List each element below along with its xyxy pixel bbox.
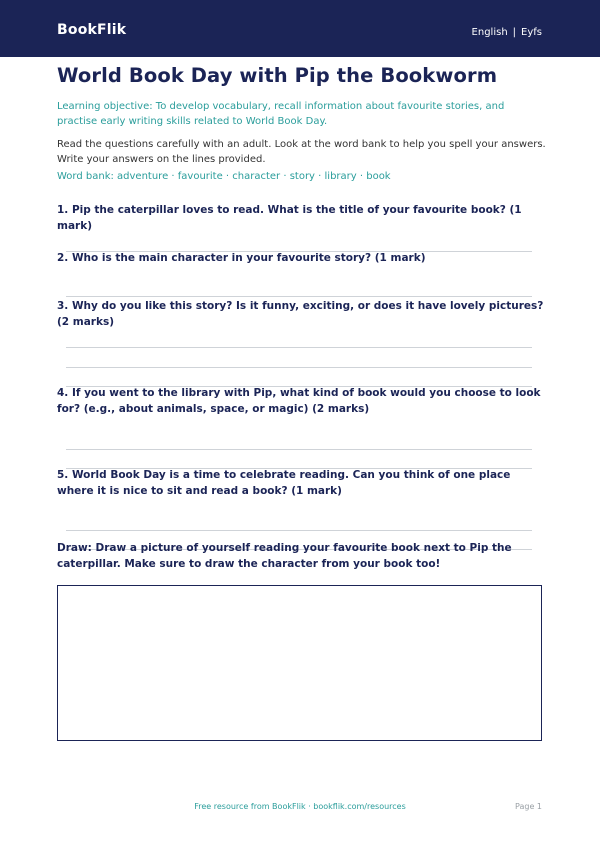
word-bank: Word bank: adventure · favourite · character · story · library · book bbox=[57, 171, 391, 182]
brand-logo[interactable]: BookFlik bbox=[57, 22, 127, 38]
answer-line-3a[interactable] bbox=[66, 347, 532, 348]
page-title: World Book Day with Pip the Bookworm bbox=[57, 64, 498, 87]
answer-line-4a[interactable] bbox=[66, 449, 532, 450]
drawing-box[interactable] bbox=[57, 585, 542, 741]
level-link[interactable]: Eyfs bbox=[521, 27, 542, 38]
question-4: 4. If you went to the library with Pip, what kind of book would you choose to look for? (e.g., about animals, space, or magic) (2 marks) bbox=[57, 387, 541, 415]
question-3: 3. Why do you like this story? Is it funny, exciting, or does it have lovely pictures? (2 marks) bbox=[57, 300, 544, 328]
instructions: Read the questions carefully with an adult. Look at the word bank to help you spell your answers. Write your answers on the lines provided. bbox=[57, 139, 546, 165]
answer-line-2[interactable] bbox=[66, 296, 532, 297]
header-separator: | bbox=[512, 27, 517, 38]
footer-credit[interactable]: Free resource from BookFlik · bookflik.com/resources bbox=[194, 802, 406, 811]
language-link[interactable]: English bbox=[471, 27, 508, 38]
answer-line-5a[interactable] bbox=[66, 530, 532, 531]
learning-objective: Learning objective: To develop vocabulary, recall information about favourite stories, and practise early writing skills related to World Book Day. bbox=[57, 101, 505, 127]
question-2: 2. Who is the main character in your favourite story? (1 mark) bbox=[57, 252, 426, 264]
question-5: 5. World Book Day is a time to celebrate reading. Can you think of one place where it is nice to sit and read a book? (1 mark) bbox=[57, 469, 511, 497]
language-level-selector bbox=[472, 27, 542, 38]
header-bar bbox=[0, 0, 600, 57]
drawing-prompt: Draw: Draw a picture of yourself reading your favourite book next to Pip the caterpillar. Make sure to draw the character from your book too! bbox=[57, 542, 512, 570]
page-number: Page 1 bbox=[515, 802, 542, 811]
question-1: 1. Pip the caterpillar loves to read. What is the title of your favourite book? (1 mark) bbox=[57, 204, 522, 232]
answer-line-3b[interactable] bbox=[66, 367, 532, 368]
